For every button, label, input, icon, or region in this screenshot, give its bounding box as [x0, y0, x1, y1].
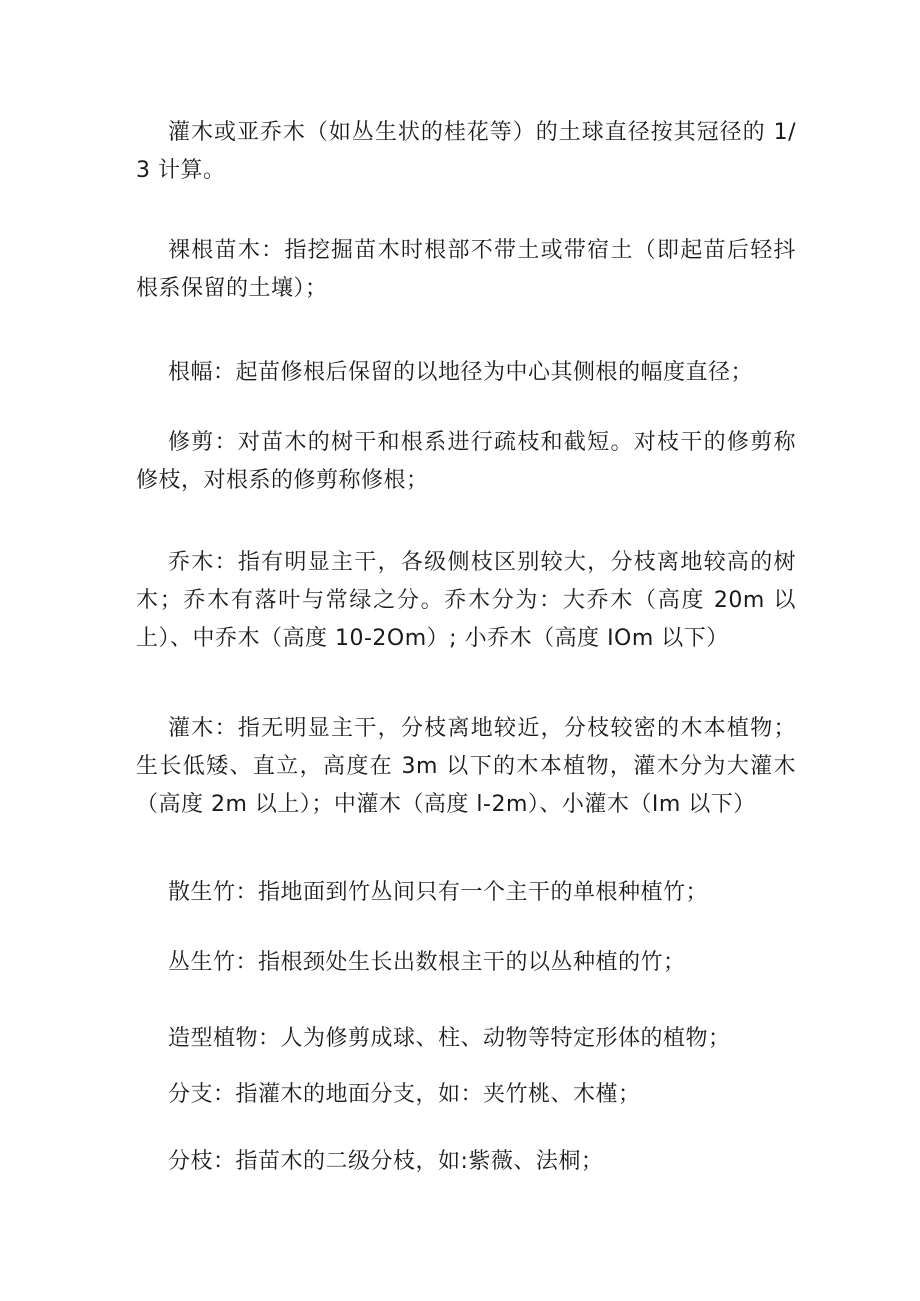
paragraph-scattered-bamboo: 散生竹：指地面到竹丛间只有一个主干的单根种植竹；	[168, 880, 709, 905]
paragraph-root-width: 根幅：起苗修根后保留的以地径为中心其侧根的幅度直径；	[168, 360, 754, 385]
paragraph-soil-ball: 灌木或亚乔木（如丛生状的桂花等）的土球直径按其冠径的 1/3 计算。	[136, 120, 796, 183]
paragraph-branch-shrub: 分支：指灌木的地面分支，如：夹竹桃、木槿；	[168, 1082, 641, 1107]
paragraph-bare-root: 裸根苗木：指挖掘苗木时根部不带土或带宿土（即起苗后轻抖根系保留的土壤）；	[136, 238, 796, 301]
paragraph-clump-bamboo: 丛生竹：指根颈处生长出数根主干的以丛种植的竹；	[168, 950, 686, 975]
paragraph-topiary: 造型植物：人为修剪成球、柱、动物等特定形体的植物；	[168, 1026, 731, 1051]
paragraph-shrub: 灌木：指无明显主干，分枝离地较近，分枝较密的木本植物；生长低矮、直立，高度在 3m 以下的木本植物，灌木分为大灌木（高度 2m 以上）；中灌木（高度 l-2m）、小灌木（Im 以下）	[136, 716, 796, 817]
paragraph-branch-tree: 分枝：指苗木的二级分枝，如:紫薇、法桐；	[168, 1149, 604, 1174]
paragraph-pruning: 修剪：对苗木的树干和根系进行疏枝和截短。对枝干的修剪称修枝，对根系的修剪称修根；	[136, 430, 796, 493]
paragraph-tree: 乔木：指有明显主干，各级侧枝区别较大，分枝离地较高的树木；乔木有落叶与常绿之分。乔木分为：大乔木（高度 20m 以上）、中乔木（高度 10-2Om）; 小乔木（高度 IOm 以下）	[136, 550, 796, 651]
